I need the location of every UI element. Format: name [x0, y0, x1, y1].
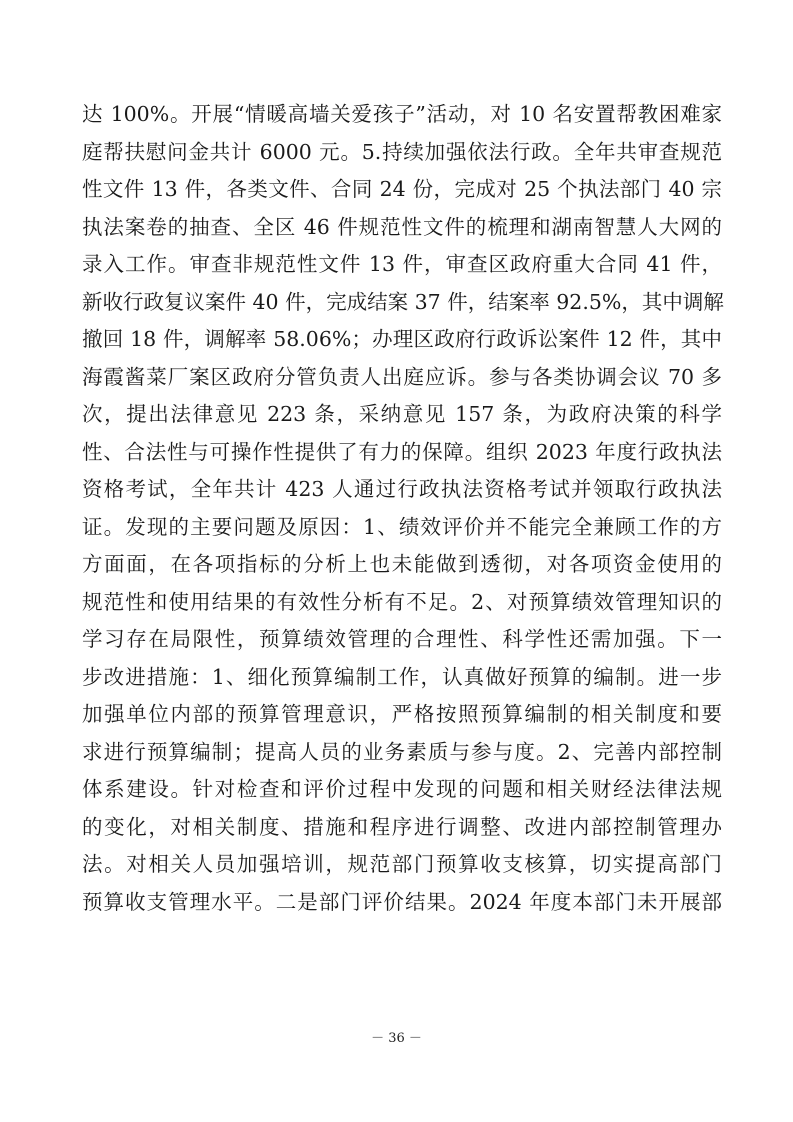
text-line: 法。对相关人员加强培训，规范部门预算收支核算，切实提高部门 — [82, 852, 722, 876]
text-line: 求进行预算编制；提高人员的业务素质与参与度。2、完善内部控制 — [82, 739, 722, 764]
text-line: 新收行政复议案件 40 件，完成结案 37 件，结案率 92.5%，其中调解 — [82, 289, 724, 314]
text-line: 资格考试，全年共计 423 人通过行政执法资格考试并领取行政执法 — [82, 477, 722, 501]
text-line: 录入工作。审查非规范性文件 13 件，审查区政府重大合同 41 件， — [82, 252, 722, 276]
text-line: 性文件 13 件，各类文件、合同 24 份，完成对 25 个执法部门 40 宗 — [82, 177, 722, 201]
text-line: 证。发现的主要问题及原因：1、绩效评价并不能完全兼顾工作的方 — [82, 514, 722, 539]
text-line: 加强单位内部的预算管理意识，严格按照预算编制的相关制度和要 — [82, 702, 722, 726]
page-number: － 36 － — [371, 1031, 422, 1046]
text-line: 体系建设。针对检查和评价过程中发现的问题和相关财经法律法规 — [82, 777, 722, 801]
text-line: 庭帮扶慰问金共计 6000 元。5.持续加强依法行政。全年共审查规范 — [82, 139, 722, 164]
text-line: 次，提出法律意见 223 条，采纳意见 157 条，为政府决策的科学 — [82, 402, 722, 426]
text-line: 性、合法性与可操作性提供了有力的保障。组织 2023 年度行政执法 — [82, 439, 722, 464]
text-line: 预算收支管理水平。二是部门评价结果。2024 年度本部门未开展部 — [82, 889, 722, 914]
text-line: 规范性和使用结果的有效性分析有不足。2、对预算绩效管理知识的 — [82, 589, 722, 614]
text-line: 步改进措施：1、细化预算编制工作，认真做好预算的编制。进一步 — [82, 664, 722, 689]
text-line: 学习存在局限性，预算绩效管理的合理性、科学性还需加强。下一 — [82, 627, 722, 651]
text-line: 的变化，对相关制度、措施和程序进行调整、改进内部控制管理办 — [82, 814, 722, 839]
text-line: 达 100%。开展“情暖高墙关爱孩子”活动，对 10 名安置帮教困难家 — [82, 102, 722, 126]
text-line: 方面面，在各项指标的分析上也未能做到透彻，对各项资金使用的 — [82, 552, 722, 576]
text-line: 执法案卷的抽查、全区 46 件规范性文件的梳理和湖南智慧人大网的 — [82, 214, 722, 239]
body-text — [82, 96, 722, 921]
text-line: 撤回 18 件，调解率 58.06%；办理区政府行政诉讼案件 12 件，其中 — [82, 327, 722, 351]
text-line: 海霞酱菜厂案区政府分管负责人出庭应诉。参与各类协调会议 70 多 — [82, 364, 722, 389]
